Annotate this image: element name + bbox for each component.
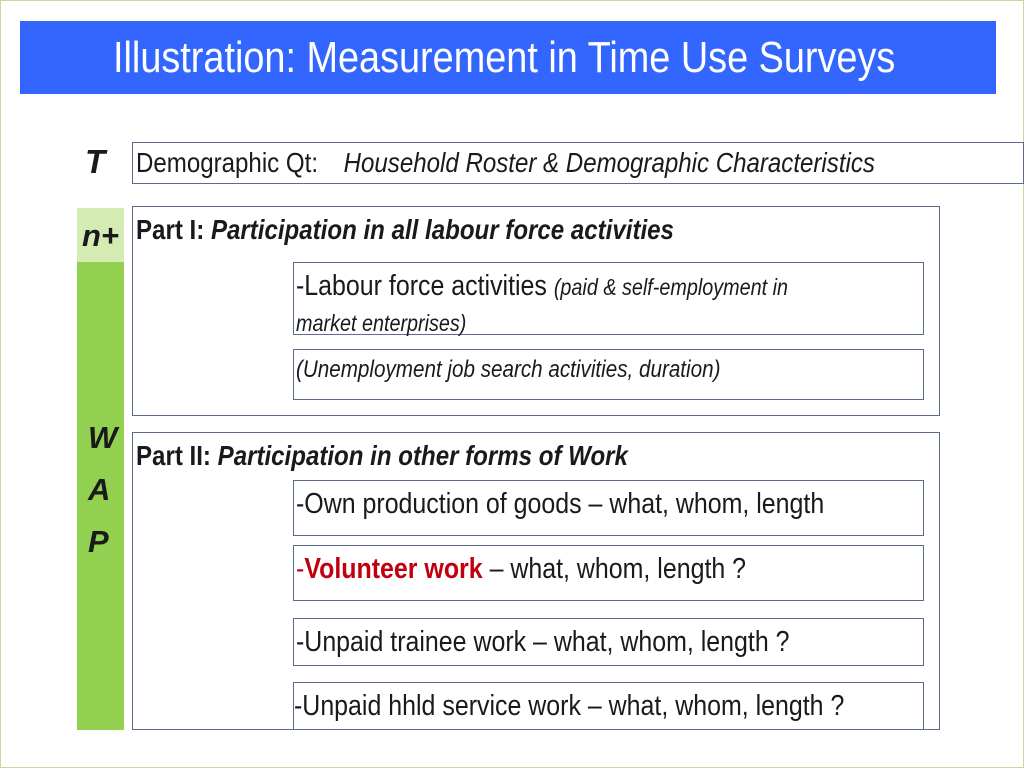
slide-title-bar [20,21,996,94]
part1-label: Part I: [136,214,205,245]
part1-item2-row [296,355,790,385]
part1-item1-main: -Labour force activities [296,270,547,302]
part1-item1-line2 [296,309,494,337]
side-label-t: T [85,143,106,180]
part2-item3: -Unpaid trainee work – what, whom, length ? [296,626,790,658]
part1-title: Participation in all labour force activities [210,214,674,245]
part2-title: Participation in other forms of Work [217,440,628,471]
part2-item2-row [296,551,819,587]
part1-item1-note-a: (paid & self-employment in [553,274,789,300]
side-label-n-plus: n+ [82,218,120,253]
part1-item2: (Unemployment job search activities, duration) [296,356,721,383]
part2-label: Part II: [136,440,211,471]
part2-item1-row [296,486,910,522]
slide-title: Illustration: Measurement in Time Use Surveys [113,33,896,82]
part2-item2-highlight: Volunteer work [304,553,483,585]
part2-item2-dash: - [296,553,305,585]
side-label-w: W [88,420,118,455]
demographic-description: Household Roster & Demographic Characteristics [343,147,875,178]
part2-item3-row [296,624,870,660]
part2-item1: -Own production of goods – what, whom, length [296,488,825,520]
part2-item2-rest: – what, whom, length ? [482,553,747,585]
part1-item1-note-b: market enterprises) [296,310,467,336]
part2-heading [136,439,708,473]
part2-item4-row [294,688,934,724]
side-label-p: P [88,524,109,559]
demographic-row [136,146,995,180]
demographic-label: Demographic Qt: [136,147,319,178]
side-label-a: A [88,472,111,507]
part2-item4: -Unpaid hhld service work – what, whom, length ? [294,690,845,722]
part1-item1-line1 [296,268,868,305]
part1-heading [136,213,762,247]
